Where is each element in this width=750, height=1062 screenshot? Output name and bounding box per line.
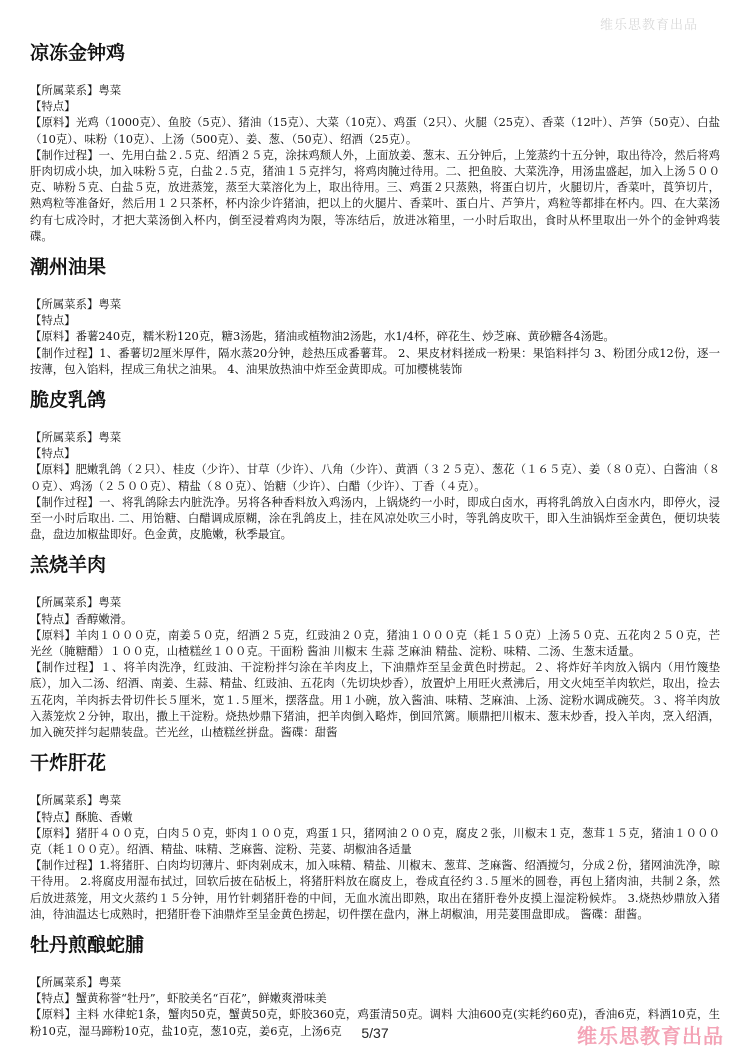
cuisine-field: 【所属菜系】粤菜 [30,297,122,312]
method-field: 【制作过程】1、番薯切2厘米厚件，隔水蒸20分钟，趁热压成番薯茸。 2、果皮材料搓成一粉果：果馅料拌匀 3、粉团分成12份，逐一按薄，包入馅料，捏成三角状之油果。 4、油果放热油中炸至金黄即成。可加樱桃装饰 [30,345,720,376]
recipe-title: 脆皮乳鸽 [30,389,107,412]
features-field: 【特点】 [30,99,76,114]
ingredients-field: 【原料】羊肉１０００克，南姜５０克，绍酒２５克，红豉油２０克，猪油１０００克（耗１５０克）上汤５０克、五花肉２５０克，芒光丝（腌糖醋）１００克，山楂糕丝１００克。干面粉 酱油 川椒末 生蒜 芝麻油 精盐、淀粉、味精、二汤、生葱末适量。 [30,627,720,659]
document-body [30,40,720,1039]
recipe-title: 牡丹煎酿蛇脯 [30,933,145,956]
features-field: 【特点】香醇嫩滑。 [30,611,133,626]
features-field: 【特点】蟹黄称誉“牡丹”，虾胶美名“百花”，鲜嫩爽滑味美 [30,991,327,1006]
method-field: 【制作过程】一、将乳鸽除去内脏洗净。另将各种香料放入鸡汤内，上锅烧约一小时，即成白卤水，再将乳鸽放入白卤水内，即停火，浸至一小时后取出. 二、用饴糖、白醋调成原糊，涂在乳鸽皮上，挂在风凉处吹三小时，等乳鸽皮吹干，即入生油锅炸至金黄色，便切块装盘，盘边加椒盐即好。色金黄，皮脆嫩，秋季最宜。 [30,494,720,542]
cuisine-field: 【所属菜系】粤菜 [30,595,122,610]
cuisine-field: 【所属菜系】粤菜 [30,793,122,808]
top-watermark: 维乐思教育出品 [599,18,698,33]
method-field: 【制作过程】１、将羊肉洗净，红豉油、干淀粉拌匀涂在羊肉皮上，下油鼎炸至呈金黄色时捞起。２、将炸好羊肉放入锅内（用竹篾垫底），加入二汤、绍酒、南姜、生蒜、精盐、红豉油、五花肉（先切块炒香），放置炉上用旺火煮沸后，用文火炖至羊肉软烂，取出，捡去五花肉，羊肉拆去骨切件长５厘米，宽１.５厘米，摆落盘。用１小碗，放入酱油、味精、芝麻油、上汤、淀粉水调成碗芡。３、将羊肉放入蒸笼炊２分钟，取出，撒上干淀粉。烧热炒鼎下猪油，把羊肉倒入略炸，倒回笊篱。顺鼎把川椒末、葱末炒香，投入羊肉，烹入绍酒，加入碗芡拌匀起鼎装盘。芒光丝，山楂糕丝拼盘。酱碟：甜酱 [30,660,720,740]
recipe [30,750,720,922]
cuisine-field: 【所属菜系】粤菜 [30,83,122,97]
recipe [30,552,720,740]
features-field: 【特点】 [30,313,76,328]
page-number: 5/37 [361,1025,389,1041]
recipe [30,254,720,377]
recipe [30,387,720,542]
ingredients-field: 【原料】猪肝４００克，白肉５０克，虾肉１００克，鸡蛋１只，猪网油２００克，腐皮２张，川椒末１克，葱茸１５克，猪油１０００克（耗１００克）。绍酒、精盐、味精、芝麻酱、淀粉、芫荽、胡椒油各适量 [30,825,720,856]
ingredients-field: 【原料】番薯240克，糯米粉120克，糖3汤匙，猪油或植物油2汤匙，水1/4杯，碎花生、炒芝麻、黄砂糖各4汤匙。 [30,329,615,344]
cuisine-field: 【所属菜系】粤菜 [30,974,122,989]
method-field: 【制作过程】一、先用白盐２.５克、绍酒２５克，涂抹鸡颓人外，上面放姜、葱末、五分钟后，上笼蒸约十五分钟，取出待冷，然后将鸡肝肉切成小块，加入味粉５克，白盐２.５克，猪油１５克拌匀，将鸡肉腌过待用。二、把鱼胶、大菜洗净，用汤盅盛起，加入上汤５００克、哧粉５克、白盐５克，放进蒸笼，蒸至大菜溶化为上，取出待用。三、鸡蛋２只蒸熟，将蛋白切片，火腿切片，香菜叶，莨笋切片，熟鸡粒等准备好，然后用１２只茶杯，杯内涂少许猪油，把以上的火腿片、香菜叶、蛋白片、芦笋片，鸡粒等都排在杯内。四、在大菜汤约有七成冷时，才把大菜汤倒入杯内，倒至浸着鸡肉为限，等冻结后，放进冰箱里，一小时后取出，食时从杯里取出一外个的金钟鸡装碟。 [30,147,720,243]
ingredients-field: 【原料】光鸡（1000克）、鱼胶（5克）、猪油（15克）、大菜（10克）、鸡蛋（2只）、火腿（25克）、香菜（12叶）、芦笋（50克）、白盐（10克）、味粉（10克）、上汤（500克）、姜、葱、（50克）、绍酒（25克）。 [30,115,720,146]
ingredients-field: 【原料】主料 水律蛇1条，蟹肉50克，蟹黄50克，虾胶360克，鸡蛋清50克。调料 大油600克(实耗约60克)，香油6克，料酒10克，生粉10克，湿马蹄粉10克，盐10克，葱10克，姜6克，上汤6克 [30,1007,720,1038]
cuisine-field: 【所属菜系】粤菜 [30,430,122,445]
recipe-title: 干炸肝花 [30,752,107,775]
recipe-title: 羔烧羊肉 [30,554,107,577]
method-field: 【制作过程】1.将猪肝、白肉均切薄片、虾肉剁成末，加入味精、精盐、川椒末、葱茸、芝麻酱、绍酒搅匀，分成２份，猪网油洗净，晾干待用。 2.将腐皮用湿布拭过，回软后披在砧板上，将猪肝料放在腐皮上，卷成直径约３.５厘米的圆卷，再包上猪肉油，共制２条，然后放进蒸笼，用文火蒸约１５分钟，用竹针刺猪肝卷的中间，无血水流出即熟，取出在猪肝卷外皮摸上湿淀粉候炸。 3.烧热炒鼎放入猪油，待油温达七成熟时，把猪肝卷下油鼎炸至呈金黄色捞起，切件摆在盘内，淋上胡椒油，用芫荽围盘即成。 酱碟：甜酱。 [30,858,720,921]
bottom-watermark: 维乐思教育出品 [577,1024,724,1048]
recipe-title: 潮州油果 [30,256,107,279]
features-field: 【特点】酥脆、香嫩 [30,809,133,824]
ingredients-field: 【原料】肥嫩乳鸽（２只）、桂皮（少许）、甘草（少许）、八角（少许）、黄酒（３２５克）、葱花（１６５克）、姜（８０克）、白酱油（８０克）、鸡汤（２５００克）、精盐（８０克）、饴糖（少许）、白醋（少许）、丁香（４克）。 [30,462,720,493]
recipe [30,40,720,244]
recipe-title: 凉冻金钟鸡 [30,42,126,64]
features-field: 【特点】 [30,446,76,461]
